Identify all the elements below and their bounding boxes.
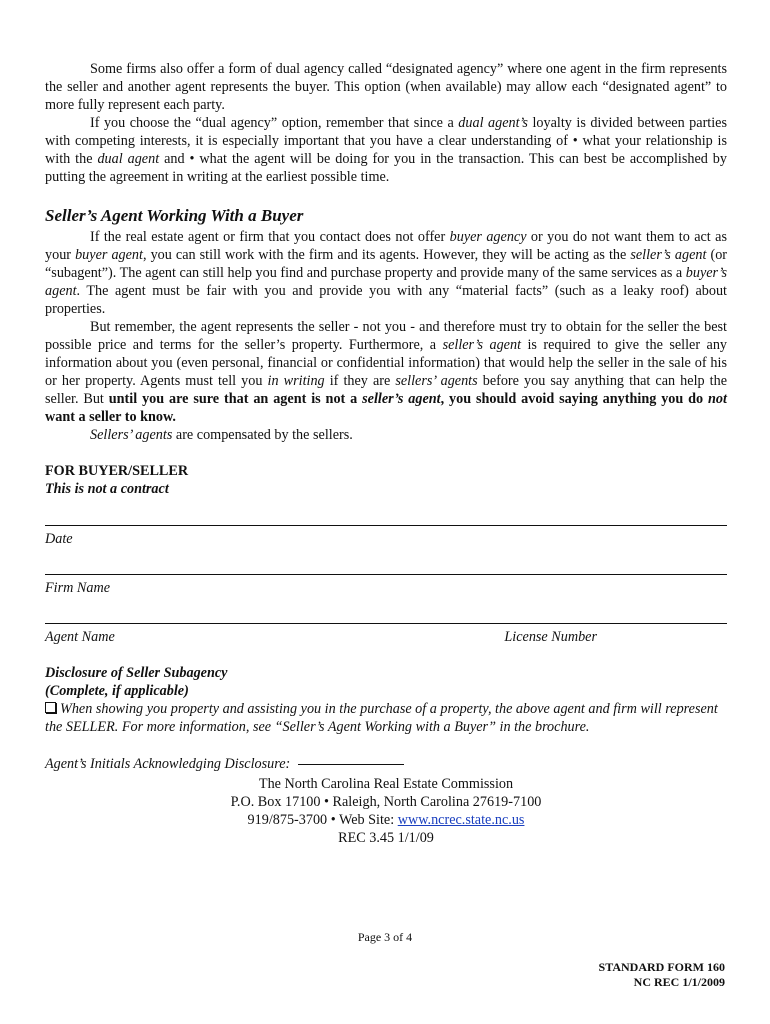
firm-label-row [45, 579, 727, 597]
disclosure-subtitle: (Complete, if applicable) [45, 683, 189, 699]
intro-paragraph-1: Some firms also offer a form of dual agency called “designated agency” where one agent in the firm represents the seller and another agent represents the buyer. This option (when available) may allow each “designated agent” to more fully represent each party. [45, 61, 727, 113]
standard-form-label: STANDARD FORM 160 [598, 960, 725, 974]
section-heading: Seller’s Agent Working With a Buyer [45, 206, 304, 225]
commission-name: The North Carolina Real Estate Commission [258, 776, 514, 792]
initials-input-line[interactable] [298, 764, 404, 765]
section-paragraph-2: But remember, the agent represents the seller - not you - and therefore must try to obtain for the seller the best possible price and terms for the seller’s property. Furthermore, a seller’s agent is required to give the seller any information about you (even personal, financial or confidential information) that would help the seller in the sale of his or her property. Agents must tell you in writing if they are sellers’ agents before you say anything that can help the seller. But until you are sure that an agent is not a seller’s agent, you should avoid saying anything you do not want a seller to know. [45, 319, 728, 425]
intro-paragraph-2: If you choose the “dual agency” option, remember that since a dual agent’s loyalty is divided between parties with competing interests, it is especially important that you have a clear understanding of • what your relationship is with the dual agent and • what the agent will be doing for you in the transaction. This can best be accomplished by putting the agreement in writing at the earliest possible time. [45, 115, 727, 185]
firm-name-label: Firm Name [45, 580, 111, 596]
initials-label: Agent’s Initials Acknowledging Disclosure: [45, 756, 291, 772]
agent-label-row [45, 628, 727, 646]
commission-address: P.O. Box 17100 • Raleigh, North Carolina 27619-7100 [230, 794, 542, 810]
initials-row [45, 755, 727, 773]
revision-label: NC REC 1/1/2009 [633, 975, 725, 989]
section-paragraph-3: Sellers’ agents are compensated by the sellers. [90, 427, 353, 443]
form-id-block [599, 960, 725, 990]
website-link[interactable]: www.ncrec.state.nc.us [397, 812, 525, 828]
firm-name-line[interactable] [45, 574, 727, 575]
disclosure-text-row [45, 700, 727, 736]
date-label-row [45, 530, 727, 548]
date-signature-line[interactable] [45, 525, 727, 526]
disclosure-text: When showing you property and assisting you in the purchase of a property, the above agent and firm will represent the SELLER. For more information, see “Seller’s Agent Working with a Buyer” in the brochure. [45, 701, 718, 735]
section-paragraph-1: If the real estate agent or firm that you contact does not offer buyer agency or you do not want them to act as your buyer agent, you can still work with the firm and its agents. However, they will be acting as the seller’s agent (or “subagent”). The agent can still help you find and purchase property and provide many of the same services as a buyer’s agent. The agent must be fair with you and provide you with any “material facts” (such as a leaky roof) about properties. [45, 229, 728, 317]
disclosure-checkbox[interactable] [45, 702, 56, 713]
form-subheading: This is not a contract [45, 481, 169, 497]
agent-name-label: Agent Name [45, 629, 115, 645]
document-body [45, 60, 727, 847]
commission-block [45, 775, 727, 847]
commission-contact: 919/875-3700 • Web Site: www.ncrec.state.nc.us [247, 812, 525, 828]
form-heading: FOR BUYER/SELLER [45, 463, 189, 479]
disclosure-title: Disclosure of Seller Subagency [45, 665, 228, 681]
agent-name-line[interactable] [45, 623, 727, 624]
commission-rec: REC 3.45 1/1/09 [338, 830, 434, 846]
page-number: Page 3 of 4 [357, 930, 413, 944]
license-number-label: License Number [504, 629, 597, 645]
date-label: Date [45, 531, 73, 547]
